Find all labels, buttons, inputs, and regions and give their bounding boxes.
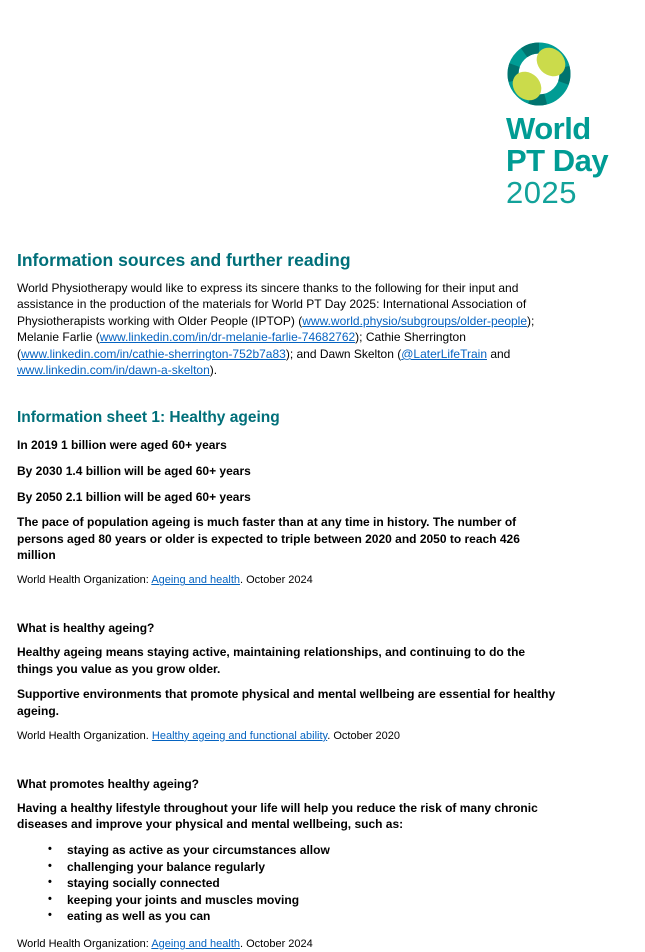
ack-text-2: ); Melanie Farlie ( [17, 313, 535, 345]
pace-of-ageing-paragraph: The pace of population ageing is much faster than at any time in history. The number of persons aged 80 years or older is expected to triple between 2020 and 2050 to reach 426 million [17, 515, 520, 563]
ageing-and-health-link-2[interactable]: Ageing and health [151, 937, 240, 950]
melanie-farlie-link[interactable]: www.linkedin.com/in/dr-melanie-farlie-74682762 [99, 330, 356, 345]
citation-suffix: . October 2024 [240, 574, 313, 587]
citation-suffix: . October 2024 [240, 937, 313, 950]
ageing-and-health-link-1[interactable]: Ageing and health [151, 574, 240, 587]
iptop-subgroup-link[interactable]: www.world.physio/subgroups/older-people [302, 313, 528, 328]
fact-2019: In 2019 1 billion were aged 60+ years [17, 437, 227, 452]
citation-functional-ability [17, 729, 560, 744]
healthy-ageing-definition-paragraph: Healthy ageing means staying active, maintaining relationships, and continuing to do the things you value as you grow older. [17, 645, 526, 676]
citation-prefix: World Health Organization: [17, 574, 152, 587]
healthy-ageing-tips-list [17, 842, 560, 925]
citation-suffix: . October 2020 [327, 729, 401, 742]
acknowledgements-paragraph [17, 280, 560, 379]
list-item-socially-connected: • staying socially connected [67, 875, 560, 892]
document-content [17, 0, 560, 952]
cathie-sherrington-link[interactable]: www.linkedin.com/in/cathie-sherrington-752b7a83 [21, 346, 286, 361]
logo-word-pt-day: PT Day [506, 143, 609, 179]
logo-word-world: World [506, 111, 591, 146]
ack-text-3: ); Cathie Sherrington ( [17, 330, 466, 361]
list-item-challenging-balance: • challenging your balance regularly [67, 859, 560, 876]
healthy-lifestyle-lead-paragraph: Having a healthy lifestyle throughout your life will help you reduce the risk of many chronic diseases and improve your physical and mental wellbeing, such as: [17, 800, 538, 832]
list-item-staying-active: • staying as active as your circumstances allow [67, 842, 560, 859]
what-is-healthy-ageing-heading: What is healthy ageing? [17, 621, 155, 636]
ack-text-4: ); and Dawn Skelton ( [285, 346, 402, 361]
citation-prefix: World Health Organization: [17, 937, 152, 950]
sheet1-heading: Information sheet 1: Healthy ageing [17, 408, 280, 426]
fact-2030: By 2030 1.4 billion will be aged 60+ years [17, 463, 251, 478]
what-promotes-healthy-ageing-heading: What promotes healthy ageing? [17, 776, 200, 791]
citation-prefix: World Health Organization. [17, 729, 152, 742]
fact-2050: By 2050 2.1 billion will be aged 60+ years [17, 489, 251, 504]
healthy-ageing-functional-ability-link[interactable]: Healthy ageing and functional ability [151, 729, 328, 742]
supportive-environments-paragraph: Supportive environments that promote physical and mental wellbeing are essential for healthy ageing. [17, 687, 556, 718]
list-item-joints-muscles: • keeping your joints and muscles moving [67, 892, 560, 909]
citation-ageing-and-health-2 [17, 937, 560, 952]
list-item-eating-well: • eating as well as you can [67, 908, 560, 925]
dawn-skelton-link[interactable]: www.linkedin.com/in/dawn-a-skelton [17, 363, 210, 378]
ack-text-6: ). [209, 363, 218, 378]
ack-text-5: and [487, 346, 511, 361]
citation-ageing-and-health-1 [17, 573, 560, 588]
page-title: Information sources and further reading [17, 250, 351, 270]
ack-text-1: World Physiotherapy would like to express its sincere thanks to the following for their input and assistance in the production of the materials for World PT Day 2025: International Association of Physiotherapists working with Older People (IPTOP) ( [17, 281, 527, 328]
logo-year: 2025 [506, 175, 577, 211]
laterlifetrain-link[interactable]: @LaterLifeTrain [401, 346, 487, 361]
